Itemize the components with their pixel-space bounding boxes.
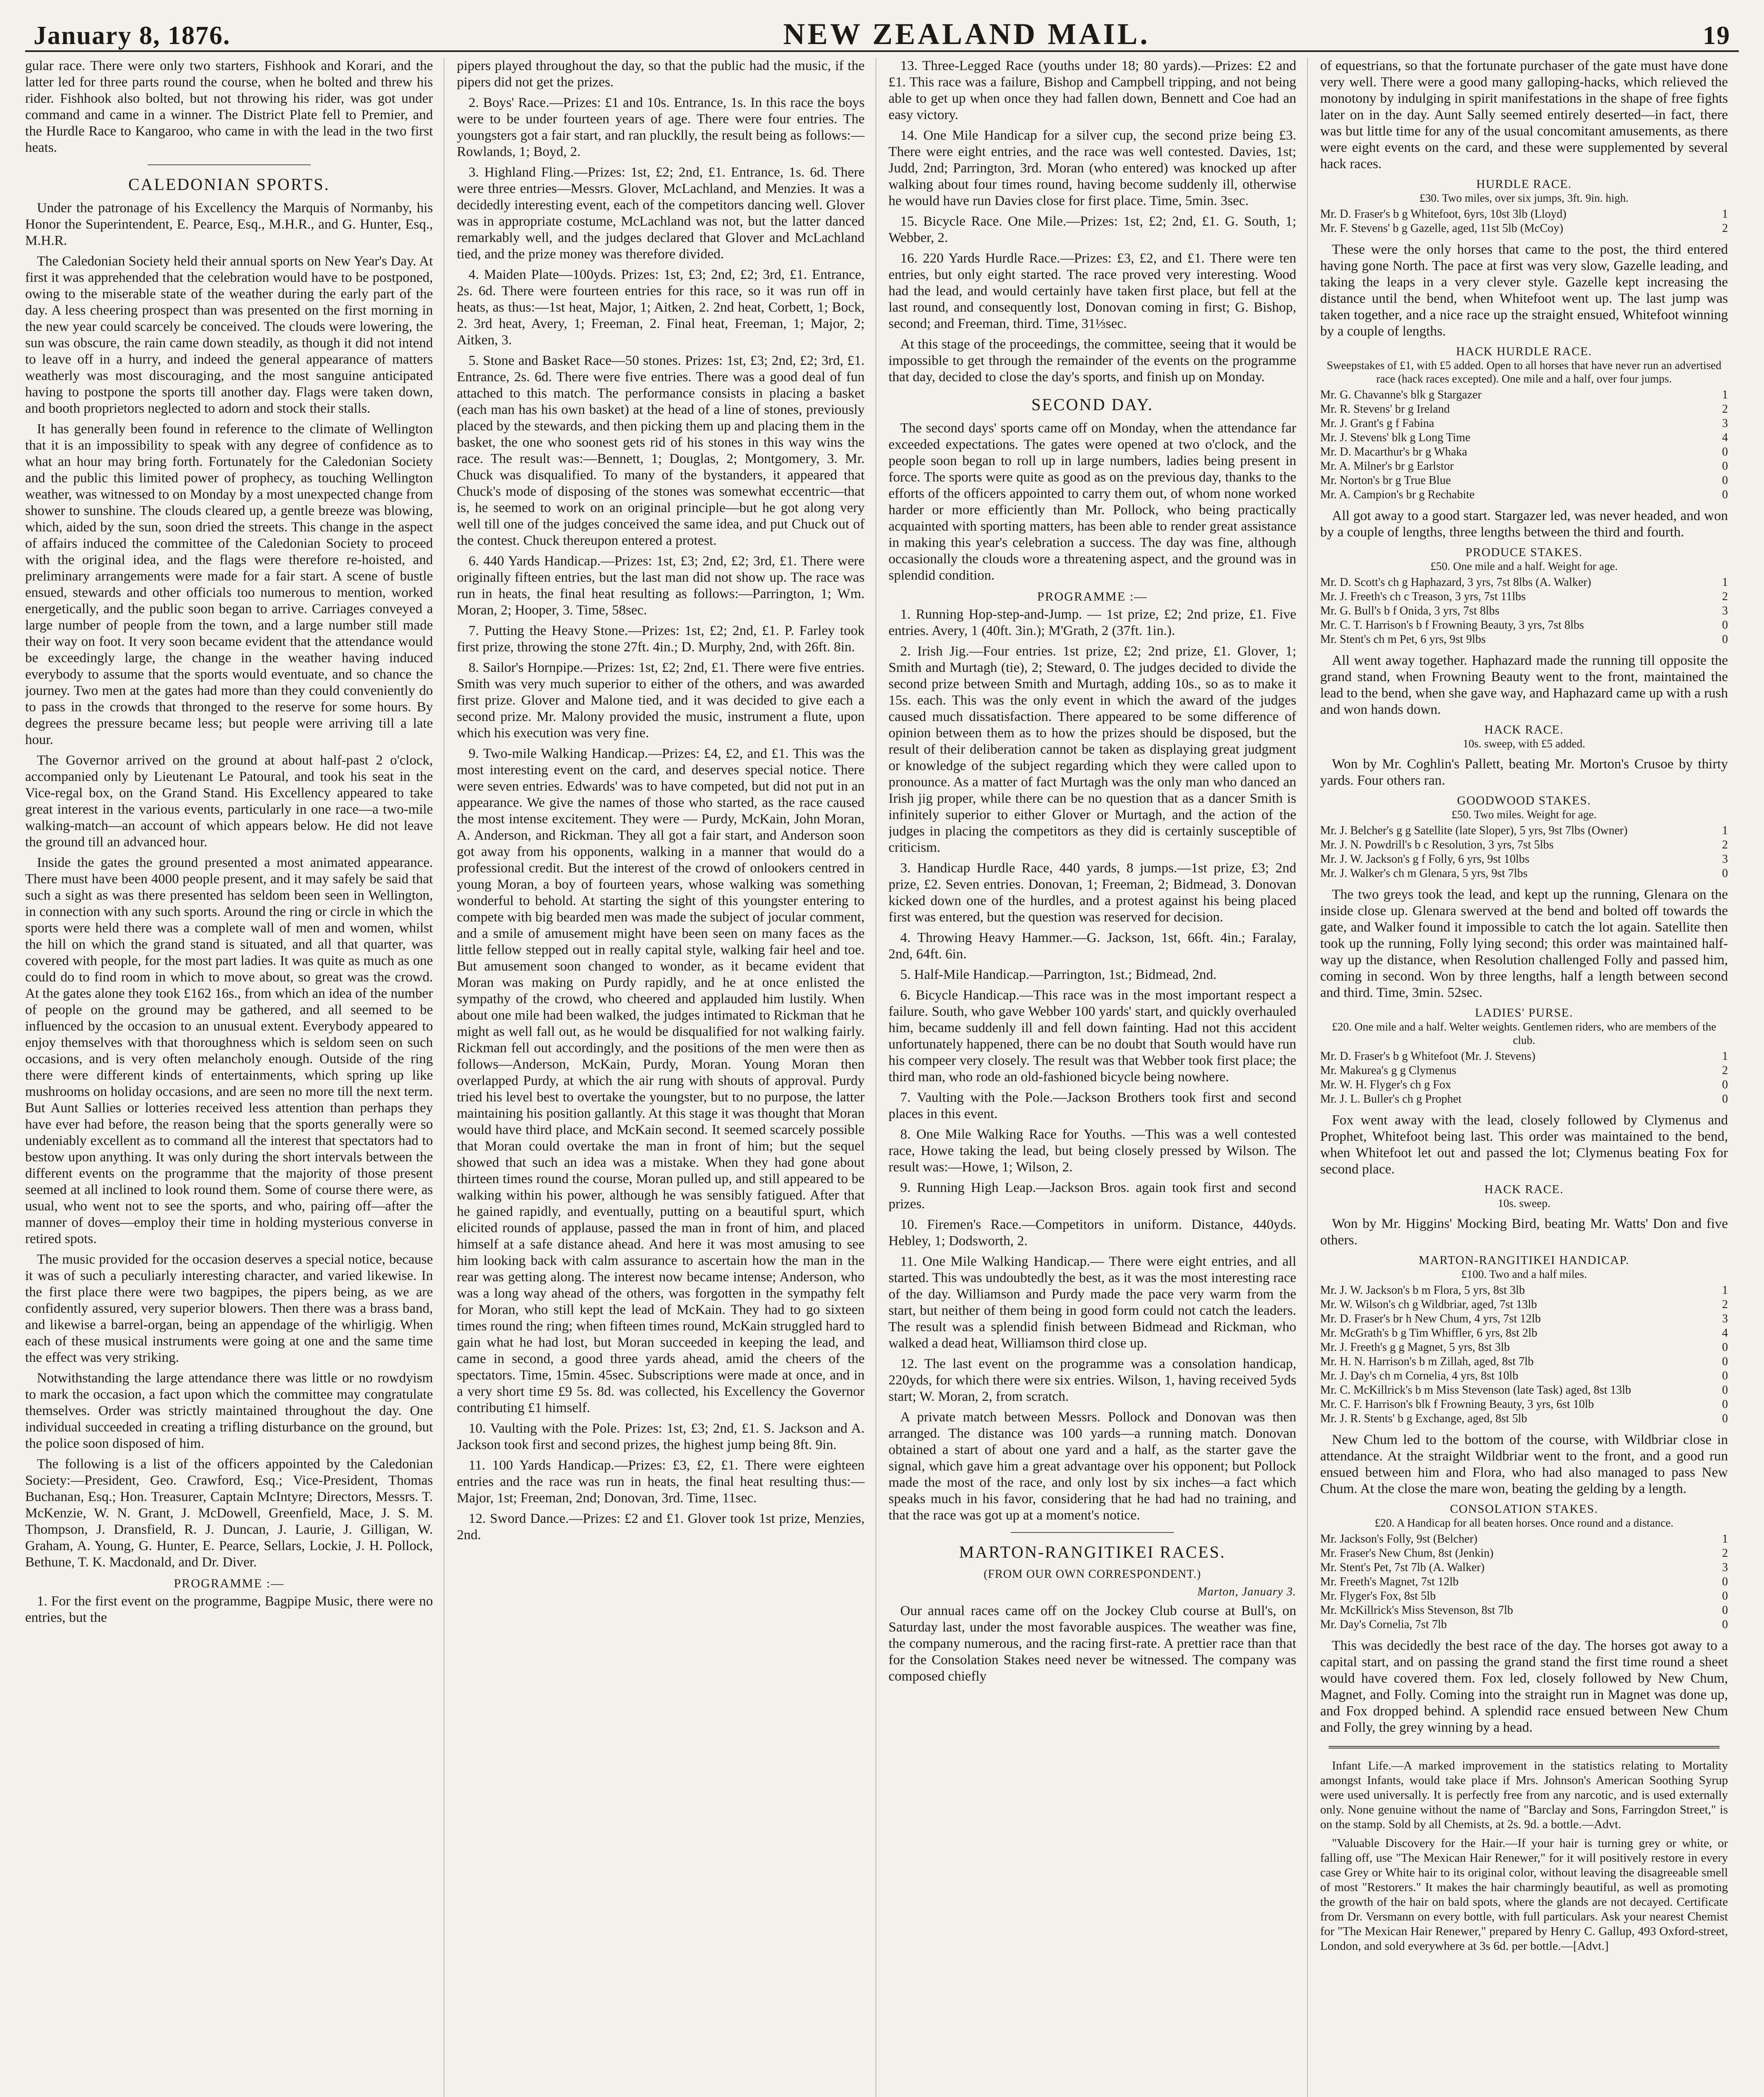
paragraph: This was decidedly the best race of the day. The horses got away to a capital start, and on passing the grand stand the first time round a sheet would have covered them. Fox led, closely followed by New Chum, Magnet, and Folly. Coming into the straight run in Magnet was done up, and Fox dropped behind. A splendid race ensued between New Chum and Folly, the grey winning by a head. <box>1320 1638 1728 1735</box>
column-4 <box>1320 58 1739 2097</box>
race-entry <box>1320 618 1728 632</box>
race-conditions: 10s. sweep, with £5 added. <box>1463 737 1585 750</box>
race-title: HURDLE RACE. <box>1476 177 1572 191</box>
race-entry <box>1320 1298 1728 1312</box>
paragraph: 10. Vaulting with the Pole. Prizes: 1st, £3; 2nd, £1. S. Jackson and A. Jackson took first and second prizes, the highest jump being 8ft. 9in. <box>457 1421 865 1452</box>
entry-horse: Mr. J. L. Buller's ch g Prophet <box>1320 1093 1462 1106</box>
entry-placing: 3 <box>1722 1561 1728 1574</box>
race-entry <box>1320 1355 1728 1369</box>
entry-placing: 1 <box>1722 208 1728 221</box>
paragraph: 10. Firemen's Race.—Competitors in uniform. Distance, 440yds. Hebley, 1; Dodsworth, 2. <box>888 1217 1296 1249</box>
masthead <box>25 17 1739 52</box>
entry-placing: 2 <box>1722 1547 1728 1560</box>
column-3 <box>889 58 1308 2097</box>
paragraph: 1. Running Hop-step-and-Jump. — 1st prize, £2; 2nd prize, £1. Five entries. Avery, 1 (40ft. 3in.); M'Grath, 2 (37ft. 1in.). <box>888 607 1296 638</box>
divider <box>1329 1746 1720 1748</box>
entry-placing: 0 <box>1722 1341 1728 1354</box>
race-entries <box>1320 1283 1728 1426</box>
entry-placing: 1 <box>1722 824 1728 837</box>
paragraph: 8. One Mile Walking Race for Youths. —This was a well contested race, Howe taking the lead, but being closely pressed by Wilson. The result was:—Howe, 1; Wilson, 2. <box>888 1127 1296 1175</box>
entry-placing: 0 <box>1722 1618 1728 1631</box>
entry-horse: Mr. D. Macarthur's br g Whaka <box>1320 445 1467 458</box>
race-entry <box>1320 852 1728 866</box>
race-entry <box>1320 1603 1728 1618</box>
paragraph: 12. The last event on the programme was a consolation handicap, 220yds, for which there were six entries. Wilson, 1, having received 5yds start; W. Moran, 2, from scratch. <box>888 1356 1296 1404</box>
entry-horse: Mr. G. Chavanne's blk g Stargazer <box>1320 388 1482 401</box>
paragraph: 13. Three-Legged Race (youths under 18; 80 yards).—Prizes: £2 and £1. This race was a failure, Bishop and Campbell tripping, and not being able to get up when once they had fallen down, Bennett and Coe had an easy victory. <box>888 58 1296 122</box>
entry-horse: Mr. J. Walker's ch m Glenara, 5 yrs, 9st 7lbs <box>1320 867 1528 880</box>
race-title: GOODWOOD STAKES. <box>1457 794 1591 807</box>
race-entry <box>1320 221 1728 236</box>
paragraph: 5. Stone and Basket Race—50 stones. Prizes: 1st, £3; 2nd, £2; 3rd, £1. Entrance, 2s. 6d. There were five entries. There was a good deal of fun attached to this match. The performance consists in placing a basket (each man has his own basket) at the head of a line of stones, previously placed by the stewards, and then picking them up and placing them in the basket, the one who soonest gets rid of his stones in this way wins the race. The result was:—Bennett, 1; Douglas, 2; Montgomery, 3. Mr. Chuck was disqualified. To many of the bystanders, it appeared that Chuck's mode of disposing of the stones was somewhat eccentric—that is, he seemed to work on an original principle—but he got along very well till one of the judges conceived the same idea, and put Chuck out of the contest. Chuck thereupon entered a protest. <box>457 353 865 548</box>
entry-horse: Mr. J. Freeth's ch c Treason, 3 yrs, 7st 11lbs <box>1320 590 1526 603</box>
paragraph: Won by Mr. Higgins' Mocking Bird, beating Mr. Watts' Don and five others. <box>1320 1216 1728 1248</box>
entry-horse: Mr. Flyger's Fox, 8st 5lb <box>1320 1590 1436 1603</box>
paragraph: The Governor arrived on the ground at about half-past 2 o'clock, accompanied only by Lieutenant Le Patoural, and took his seat in the Vice-regal box, on the Grand Stand. His Excellency appeared to take great interest in the various events, particularly in one race—a two-mile walking-match—an account of which appears below. He did not leave the ground till an advanced hour. <box>25 753 433 850</box>
entry-placing: 0 <box>1722 1078 1728 1091</box>
race-conditions: £20. One mile and a half. Welter weights. Gentlemen riders, who are members of the club. <box>1332 1020 1717 1046</box>
paragraph: All went away together. Haphazard made the running till opposite the grand stand, when Frowning Beauty went to the front, maintained the lead to the bend, when she gave way, and Haphazard came up with a rush and won hands down. <box>1320 653 1728 717</box>
entry-horse: Mr. R. Stevens' br g Ireland <box>1320 403 1450 416</box>
entry-horse: Mr. G. Bull's b f Onida, 3 yrs, 7st 8lbs <box>1320 604 1500 617</box>
race-entry <box>1320 445 1728 459</box>
divider <box>148 164 311 165</box>
race-conditions: £100. Two and a half miles. <box>1461 1268 1587 1280</box>
advertisement-hair-renewer: "Valuable Discovery for the Hair.—If your hair is turning grey or white, or falling off, use "The Mexican Hair Renewer," for it will positively restore in every case Grey or White hair to its original color, without leaving the disagreeable smell of most "Restorers." It makes the hair charmingly beautiful, as well as promoting the growth of the hair on bald spots, where the glands are not decayed. Certificate from Dr. Versmann on every bottle, with full particulars. Ask your nearest Chemist for "The Mexican Hair Renewer," prepared by Henry C. Gallup, 493 Oxford-street, London, and sold everywhere at 3s 6d. per bottle.—[Advt.] <box>1320 1837 1728 1953</box>
race-entry <box>1320 590 1728 604</box>
race-title: HACK RACE. <box>1484 723 1564 736</box>
race-entry <box>1320 1618 1728 1632</box>
paragraph: 9. Two-mile Walking Handicap.—Prizes: £4, £2, and £1. This was the most interesting event on the card, and deserves special notice. There were seven entries. Edwards' was to have competed, but did not put in an appearance. We give the names of those who started, as the race caused the most intense excitement. They were — Purdy, McKain, John Moran, A. Anderson, and Rickman. They all got a fair start, and Anderson soon got away from his opponents, walking in a manner that would do a professional credit. But the interest of the crowd of onlookers centred in young Moran, a boy of fourteen years, whose walking was something wonderful to behold. At starting the sight of this youngster entering to compete with big bearded men was made the subject of jocular comment, and a smile of amusement might have been seen on many faces as the little fellow stepped out in really capital style, walking fair heel and toe. But amusement soon changed to wonder, as it became evident that Moran was making on Purdy rapidly, and he at once enlisted the sympathy of the crowd, who cheered and applauded him lustily. When about one mile had been walked, the judges intimated to Rickman that he might as well fall out, as he would be disqualified for not walking fairly. Rickman fell out accordingly, and the positions of the men were then as follows—Anderson, McKain, Purdy, Moran. Young Moran then overlapped Purdy, at which the air rung with shouts of approval. Purdy tried his level best to overtake the youngster, but to no purpose, the latter maintaining his position gallantly. At this stage it was thought that Moran would have third place, and McKain second. It seemed scarcely possible that Moran could overtake the man in front of him; but the sequel showed that such an idea was a mistake. When they had gone about thirteen times round the course, Moran pulled up, and still appeared to be walking within his power, although he was sensibly fatigued. After that he gained rapidly, and eventually, putting on a beautiful spurt, which elicited rounds of applause, passed the man in front of him, and placed himself at a safe distance ahead. And here it was most amusing to see him looking back with calm assurance to ascertain how the man in the rear was getting along. The interest now became intense; Anderson, who was a long way ahead of the others, was forgotten in the sympathy felt for Moran, who still kept the lead of McKain. They had to go sixteen times round the ring; when fifteen times round, McKain struggled hard to gain what he had lost, but Moran succeeded in keeping the lead, and came in second, a good three yards ahead, amid the cheers of the spectators. Time, 15min. 45sec. Subscriptions were made at once, and in a very short time £9 5s. 8d. was collected, his Excellency the Governor contributing £1 himself. <box>457 746 865 1415</box>
article-heading-caledonian: CALEDONIAN SPORTS. <box>128 175 330 194</box>
race-entry <box>1320 1589 1728 1603</box>
race-hack-2 <box>1320 1183 1728 1210</box>
race-entry <box>1320 1283 1728 1298</box>
entry-horse: Mr. C. T. Harrison's b f Frowning Beauty, 3 yrs, 7st 8lbs <box>1320 619 1584 632</box>
entry-placing: 1 <box>1722 388 1728 401</box>
race-entry <box>1320 838 1728 852</box>
entry-placing: 0 <box>1722 1412 1728 1425</box>
entry-horse: Mr. Stent's Pet, 7st 7lb (A. Walker) <box>1320 1561 1485 1574</box>
entry-placing: 3 <box>1722 604 1728 617</box>
entry-placing: 3 <box>1722 1312 1728 1325</box>
paragraph: 11. One Mile Walking Handicap.— There were eight entries, and all started. This was undoubtedly the best, as it was the most interesting race of the day. Williamson and Purdy made the pace very warm from the start, but neither of them being in good form could not catch the leaders. The result was a splendid finish between Bidmead and Rickman, who walked a dead heat, Williamson third close up. <box>888 1254 1296 1351</box>
race-entry <box>1320 1049 1728 1064</box>
race-hack-hurdle <box>1320 345 1728 502</box>
page-number: 19 <box>1702 21 1730 50</box>
entry-horse: Mr. F. Stevens' b g Gazelle, aged, 11st 5lb (McCoy) <box>1320 222 1564 235</box>
entry-placing: 2 <box>1722 838 1728 851</box>
paragraph: 1. For the first event on the programme, Bagpipe Music, there were no entries, but the <box>25 1594 433 1625</box>
entry-placing: 3 <box>1722 417 1728 430</box>
entry-horse: Mr. Jackson's Folly, 9st (Belcher) <box>1320 1532 1478 1545</box>
race-hack <box>1320 723 1728 750</box>
race-marton-handicap <box>1320 1254 1728 1426</box>
entry-horse: Mr. A. Campion's br g Rechabite <box>1320 488 1475 501</box>
programme-label: PROGRAMME :— <box>1037 590 1148 604</box>
race-entry <box>1320 431 1728 445</box>
paragraph: It has generally been found in reference to the climate of Wellington that it is an impossibility to speak with any degree of confidence as to what an hour may bring forth. Fortunately for the Caledonian Society and the public this limited power of prophecy, as touching Wellington weather, was witnessed to on Monday by a most unexpected change from shower to sunshine. The clouds cleared up, a gentle breeze was blowing, which, aided by the sun, soon dried the streets. This change in the aspect of affairs induced the committee of the Caledonian Society to proceed with the original idea, and the flags were therefore re-hoisted, and preliminary arrangements were made for a fair start. A scene of bustle ensued, stewards and other officials too numerous to mention, worked energetically, and the public soon began to arrive. Carriages conveyed a large number of people from the town, and a large number still made their way on foot. It very soon became evident that the attendance would be exceedingly large, the change in the weather having induced everybody to assume that the sports would eventuate, and so chance the journey. Two men at the gates had more than they could conveniently do to pass in the crowds that thronged to the reserve for some hours. By degrees the pressure became less; but people were arriving till a late hour. <box>25 421 433 747</box>
race-entry <box>1320 1078 1728 1092</box>
race-entry <box>1320 1312 1728 1326</box>
entry-placing: 0 <box>1722 1355 1728 1368</box>
race-conditions: £50. Two miles. Weight for age. <box>1451 808 1597 821</box>
paragraph: Inside the gates the ground presented a most animated appearance. There must have been 4000 people present, and it may safely be said that such a sight as was there presented has seldom been seen in Wellington, in connection with any such sports. Around the ring or circle in which the sports were held there was a complete wall of men and women, whilst the hill on which the grand stand is situated, and all that quarter, was covered with people, for the most part ladies. It was quite as much as one could do to find room in which to move about, so great was the crowd. At the gates alone they took £162 16s., from which an idea of the number of people on the ground may be gathered, and all seemed to be influenced by the occasion to an unusual extent. Everybody appeared to enjoy themselves with that thoroughness which is seldom seen on such occasions, and is very often melancholy enough. Outside of the ring there were different kinds of entertainments, which spring up like mushrooms on holiday occasions, and are seen no more till the next term. But Aunt Sallies or lotteries received less attention than perhaps they have ever had before, the reason being that the sports generally were so undeniably excellent as to command all the interest that spectators had to bestow upon anything. It was only during the short intervals between the different events on the programme that the majority of those present seemed at all inclined to look round them. Some of course there were, as usual, who went not to see the sports, and who, pairing off—after the manner of doves—employ their time in holding mysterious converse in retired spots. <box>25 855 433 1246</box>
paragraph: 9. Running High Leap.—Jackson Bros. again took first and second prizes. <box>888 1180 1296 1212</box>
entry-placing: 0 <box>1722 474 1728 487</box>
issue-date: January 8, 1876. <box>34 21 231 50</box>
entry-placing: 1 <box>1722 576 1728 589</box>
paragraph: Fox went away with the lead, closely followed by Clymenus and Prophet, Whitefoot being last. This order was maintained to the bend, when Whitefoot let out and passed the lot; Clymenus beating Fox for second place. <box>1320 1113 1728 1177</box>
race-title: CONSOLATION STAKES. <box>1450 1502 1598 1516</box>
paragraph: The following is a list of the officers appointed by the Caledonian Society:—President, Geo. Crawford, Esq.; Vice-President, Thomas Buchanan, Esq.; Hon. Treasurer, Captain McIntyre; Directors, Messrs. T. McKenzie, W. N. Grant, J. McDowell, Greenfield, Mace, J. S. M. Thompson, J. Dransfield, R. J. Duncan, J. Laurie, J. Gilligan, W. Graham, A. Young, G. Hunter, E. Pearce, Sellars, Lockie, J. H. Pollock, Bethune, T. K. Macdonald, and Dr. Diver. <box>25 1457 433 1570</box>
entry-placing: 4 <box>1722 1327 1728 1340</box>
paragraph: 7. Vaulting with the Pole.—Jackson Brothers took first and second places in this event. <box>888 1090 1296 1121</box>
entry-horse: Mr. Makurea's g g Clymenus <box>1320 1064 1457 1077</box>
race-entry <box>1320 402 1728 416</box>
entry-horse: Mr. J. R. Stents' b g Exchange, aged, 8st 5lb <box>1320 1412 1527 1425</box>
entry-placing: 2 <box>1722 403 1728 416</box>
newspaper-title: NEW ZEALAND MAIL. <box>783 17 1150 51</box>
entry-placing: 0 <box>1722 1384 1728 1397</box>
paragraph: At this stage of the proceedings, the committee, seeing that it would be impossible to get through the remainder of the events on the programme that day, decided to close the day's sports, and finish up on Monday. <box>888 337 1296 385</box>
columns <box>25 58 1739 2097</box>
race-conditions: Sweepstakes of £1, with £5 added. Open to all horses that have never run an advertised race (hack races excepted). One mile and a half, over four jumps. <box>1327 359 1722 385</box>
race-conditions: £30. Two miles, over six jumps, 3ft. 9in. high. <box>1419 192 1629 204</box>
entry-placing: 0 <box>1722 1398 1728 1411</box>
entry-placing: 3 <box>1722 853 1728 866</box>
race-entry <box>1320 474 1728 488</box>
race-entry <box>1320 1561 1728 1575</box>
paragraph: 6. 440 Yards Handicap.—Prizes: 1st, £3; 2nd, £2; 3rd, £1. There were originally fifteen entries, but the last man did not show up. The race was run in heats, the final heat resulting as follows:—Parrington, 1; Wm. Moran, 2; Hooper, 3. Time, 58sec. <box>457 554 865 618</box>
race-hurdle <box>1320 177 1728 236</box>
race-entry <box>1320 1383 1728 1397</box>
race-entries <box>1320 1532 1728 1632</box>
entry-horse: Mr. Norton's br g True Blue <box>1320 474 1451 487</box>
paragraph: 11. 100 Yards Handicap.—Prizes: £3, £2, £1. There were eighteen entries and the race was run in heats, the final heat resulting thus:—Major, 1st; Freeman, 2nd; Donovan, 3rd. Time, 11sec. <box>457 1458 865 1506</box>
paragraph: 16. 220 Yards Hurdle Race.—Prizes: £3, £2, and £1. There were ten entries, but only eight started. The race proved very interesting. Wood had the lead, and would certainly have taken first place, but fell at the last round, and consequently lost, Donovan coming in first; G. Bishop, second; and Freeman, third. Time, 31⅓sec. <box>888 251 1296 331</box>
entry-placing: 0 <box>1722 488 1728 501</box>
entry-placing: 0 <box>1722 619 1728 632</box>
race-entry <box>1320 1064 1728 1078</box>
entry-horse: Mr. D. Fraser's b g Whitefoot, 6yrs, 10st 3lb (Lloyd) <box>1320 208 1566 221</box>
entry-placing: 0 <box>1722 1575 1728 1588</box>
race-entry <box>1320 1532 1728 1546</box>
column-2 <box>457 58 876 2097</box>
paragraph: The two greys took the lead, and kept up the running, Glenara on the inside close up. Glenara swerved at the bend and bolted off towards the gate, and Walker found it impossible to catch the lot again. Satellite then took up the running, Folly lying second; this order was maintained half-way up the distance, when Resolution challenged Folly and passed him, coming in second. Won by three lengths, half a length between second and third. Time, 3min. 52sec. <box>1320 887 1728 1000</box>
entry-horse: Mr. W. Wilson's ch g Wildbriar, aged, 7st 13lb <box>1320 1298 1537 1311</box>
byline: (FROM OUR OWN CORRESPONDENT.) <box>983 1568 1201 1581</box>
entry-placing: 0 <box>1722 1604 1728 1617</box>
entry-placing: 1 <box>1722 1532 1728 1545</box>
race-entry <box>1320 575 1728 590</box>
entry-horse: Mr. J. Freeth's g g Magnet, 5 yrs, 8st 3lb <box>1320 1341 1510 1354</box>
paragraph: Won by Mr. Coghlin's Pallett, beating Mr. Morton's Crusoe by thirty yards. Four others ran. <box>1320 757 1728 788</box>
entry-placing: 2 <box>1722 1298 1728 1311</box>
paragraph: 8. Sailor's Hornpipe.—Prizes: 1st, £2; 2nd, £1. There were five entries. Smith was very much superior to either of the others, and was awarded first prize. Glover and Malone tied, and it was decided to give each a second prize. Mr. Malony provided the music, instrument a flute, upon which his execution was very fine. <box>457 660 865 741</box>
paragraph: The Caledonian Society held their annual sports on New Year's Day. At first it was apprehended that the celebration would have to be postponed, owing to the miserable state of the weather during the early part of the day. A less cheering prospect than was presented on the first morning in the new year could scarcely be conceived. The clouds were lowering, the sun was obscure, the rain came down steadily, as though it did not intend to leave off in a hurry, and indeed the general appearance of matters weatherly was most discouraging, and the most sanguine anticipated having to postpone the sports till another day. Flags were taken down, and booth proprietors neglected to adorn and stock their stalls. <box>25 254 433 416</box>
race-entry <box>1320 1412 1728 1426</box>
entry-horse: Mr. W. H. Flyger's ch g Fox <box>1320 1078 1452 1091</box>
entry-placing: 0 <box>1722 445 1728 458</box>
paragraph: 12. Sword Dance.—Prizes: £2 and £1. Glover took 1st prize, Menzies, 2nd. <box>457 1511 865 1543</box>
entry-placing: 0 <box>1722 1369 1728 1382</box>
entry-placing: 2 <box>1722 590 1728 603</box>
race-entries <box>1320 824 1728 881</box>
race-entry <box>1320 632 1728 647</box>
entry-horse: Mr. J. Stevens' blk g Long Time <box>1320 431 1470 444</box>
paragraph: 3. Highland Fling.—Prizes: 1st, £2; 2nd, £1. Entrance, 1s. 6d. There were three entries—Messrs. Glover, McLachland, and Menzies. It was a decidedly interesting event, each of the competitors dancing well. Glover was in appropriate costume, McLachland was not, but the latter danced remarkably well, and the judges declared that Glover and McLachland tied, and the prize money was therefore divided. <box>457 165 865 262</box>
entry-horse: Mr. J. Grant's g f Fabina <box>1320 417 1434 430</box>
paragraph: All got away to a good start. Stargazer led, was never headed, and won by a couple of lengths, three lengths between the third and fourth. <box>1320 508 1728 540</box>
race-entry <box>1320 1340 1728 1355</box>
entry-horse: Mr. C. McKillrick's b m Miss Stevenson (late Task) aged, 8st 13lb <box>1320 1384 1631 1397</box>
race-entry <box>1320 1369 1728 1383</box>
paragraph: 3. Handicap Hurdle Race, 440 yards, 8 jumps.—1st prize, £3; 2nd prize, £2. Seven entries. Donovan, 1; Freeman, 2; Bidmead, 3. Donovan kicked down one of the hurdles, and a protest against his being placed first was entered, but the question was reserved for decision. <box>888 861 1296 925</box>
entry-horse: Mr. D. Fraser's br h New Chum, 4 yrs, 7st 12lb <box>1320 1312 1541 1325</box>
race-consolation-stakes <box>1320 1502 1728 1632</box>
column-1 <box>25 58 444 2097</box>
race-goodwood-stakes <box>1320 794 1728 881</box>
race-entry <box>1320 207 1728 221</box>
race-entry <box>1320 488 1728 502</box>
race-title: HACK RACE. <box>1484 1183 1564 1196</box>
entry-placing: 2 <box>1722 1064 1728 1077</box>
entry-placing: 0 <box>1722 1093 1728 1106</box>
article-heading-second-day: SECOND DAY. <box>1031 395 1154 414</box>
entry-horse: Mr. D. Fraser's b g Whitefoot (Mr. J. Stevens) <box>1320 1050 1535 1063</box>
entry-horse: Mr. J. W. Jackson's g f Folly, 6 yrs, 9st 10lbs <box>1320 853 1530 866</box>
race-entries <box>1320 388 1728 502</box>
paragraph: 2. Boys' Race.—Prizes: £1 and 10s. Entrance, 1s. In this race the boys were to be under fourteen years of age. There were four entries. The youngsters got a fair start, and ran plucklly, the result being as follows:—Rowlands, 1; Boyd, 2. <box>457 95 865 159</box>
entry-placing: 0 <box>1722 867 1728 880</box>
race-title: MARTON-RANGITIKEI HANDICAP. <box>1418 1254 1629 1267</box>
paragraph: 6. Bicycle Handicap.—This race was in the most important respect a failure. South, who gave Webber 100 yards' start, and quickly overhauled him, became suddenly ill and fell down fainting. Had not this accident unfortunately happened, there can be no doubt that South would have run his compeer very closely. The result was that Webber took first place; the third man, who rode an old-fashioned bicycle being nowhere. <box>888 988 1296 1085</box>
programme-label: PROGRAMME :— <box>174 1577 284 1590</box>
advertisement-infant-life: Infant Life.—A marked improvement in the statistics relating to Mortality amongst Infants, would take place if Mrs. Johnson's American Soothing Syrup were used universally. It is perfectly free from any narcotic, and is used externally only. None genuine without the name of "Barclay and Sons, Farringdon Street," is on the stamp. Sold by all Chemists, at 2s. 9d. a bottle.—Advt. <box>1320 1759 1728 1831</box>
race-produce-stakes <box>1320 546 1728 647</box>
race-title: LADIES' PURSE. <box>1475 1006 1573 1020</box>
race-entry <box>1320 824 1728 838</box>
race-title: PRODUCE STAKES. <box>1465 546 1583 559</box>
race-ladies-purse <box>1320 1006 1728 1106</box>
paragraph: 4. Throwing Heavy Hammer.—G. Jackson, 1st, 66ft. 4in.; Faralay, 2nd, 64ft. 6in. <box>888 930 1296 962</box>
paragraph: 14. One Mile Handicap for a silver cup, the second prize being £3. There were eight entries, and the race was well contested. Davies, 1st; Judd, 2nd; Parrington, 3rd. Moran (who entered) was knocked up after walking about four times round, having become suddenly ill, otherwise he would have run Davies close for first place. Time, 5min. 3sec. <box>888 128 1296 208</box>
entry-horse: Mr. J. Day's ch m Cornelia, 4 yrs, 8st 10lb <box>1320 1369 1519 1382</box>
entry-placing: 1 <box>1722 1050 1728 1063</box>
paragraph: gular race. There were only two starters, Fishhook and Korari, and the latter led for three parts round the course, when he bolted and threw his rider. Fishhook also bolted, but not throwing his rider, was got under command and came in a winner. The District Plate fell to Premier, and the Hurdle Race to Kangaroo, who came in with the lead in the two first heats. <box>25 58 433 155</box>
race-entry <box>1320 1397 1728 1412</box>
paragraph: The music provided for the occasion deserves a special notice, because it was of such a peculiarly interesting character, and varied likewise. In the first place there were two bagpipes, the pipers being, as we are confidently assured, very superior blowers. Then there was a brass band, and likewise a barrel-organ, being an appendage of the whirligig. When each of these musical instruments were going at one and the same time the effect was very striking. <box>25 1252 433 1365</box>
entry-horse: Mr. McGrath's b g Tim Whiffler, 6 yrs, 8st 2lb <box>1320 1327 1538 1340</box>
race-title: HACK HURDLE RACE. <box>1456 345 1592 358</box>
entry-horse: Mr. Stent's ch m Pet, 6 yrs, 9st 9lbs <box>1320 633 1486 646</box>
race-entry <box>1320 1326 1728 1340</box>
paragraph: Notwithstanding the large attendance there was little or no rowdyism to mark the occasion, a fact upon which the committee may congratulate themselves. Order was strictly maintained throughout the day. One individual succeeded in creating a trifling disturbance on the ground, but the police soon disposed of him. <box>25 1371 433 1451</box>
race-entries <box>1320 575 1728 647</box>
race-entries <box>1320 207 1728 236</box>
race-entry <box>1320 1092 1728 1106</box>
paragraph: Our annual races came off on the Jockey Club course at Bull's, on Saturday last, under the most favorable auspices. The weather was fine, the company numerous, and the racing first-rate. A prettier race than that for the Consolation Stakes need never be witnessed. The company was composed chiefly <box>888 1603 1296 1684</box>
paragraph: 7. Putting the Heavy Stone.—Prizes: 1st, £2; 2nd, £1. P. Farley took first prize, throwing the stone 27ft. 4in.; D. Murphy, 2nd, with 26ft. 8in. <box>457 623 865 655</box>
paragraph: The second days' sports came off on Monday, when the attendance far exceeded expectations. The gates were opened at two o'clock, and the people soon began to roll up in large numbers, ladies being present in force. The sports were quite as good as on the previous day, thanks to the efforts of the officers appointed to carry them out, of whom none worked harder or more efficiently than Mr. Pollock, who being practically acquainted with sporting matters, has been able to render great assistance in making this year's celebration a success. The day was fine, although occasionally the clouds wore a threatening aspect, and the ground was in splendid condition. <box>888 421 1296 583</box>
race-entry <box>1320 1575 1728 1589</box>
entry-horse: Mr. D. Scott's ch g Haphazard, 3 yrs, 7st 8lbs (A. Walker) <box>1320 576 1591 589</box>
entry-placing: 1 <box>1722 1284 1728 1297</box>
entry-horse: Mr. J. N. Powdrill's b c Resolution, 3 yrs, 7st 5lbs <box>1320 838 1554 851</box>
paragraph: A private match between Messrs. Pollock and Donovan was then arranged. The distance was 100 yards—a running match. Donovan obtained a start of about one yard and a half, as the starter gave the signal, which gave him a great advantage over his opponent; but Pollock made the most of the race, and only lost by six inches—a fact which speaks much in his favor, considering that he had had no training, and that the race was got up at a moment's notice. <box>888 1410 1296 1523</box>
entry-placing: 0 <box>1722 460 1728 473</box>
paragraph: 4. Maiden Plate—100yds. Prizes: 1st, £3; 2nd, £2; 3rd, £1. Entrance, 2s. 6d. There were fourteen entries for this race, so it was run off in heats, as thus:—1st heat, Major, 1; Aitken, 2. 2nd heat, Corbett, 1; Bock, 2. 3rd heat, Avery, 1; Freeman, 2. Final heat, Freeman, 1; Major, 2; Aitken, 3. <box>457 267 865 348</box>
paragraph: pipers played throughout the day, so that the public had the music, if the pipers did not get the prizes. <box>457 58 865 90</box>
race-entry <box>1320 388 1728 402</box>
paragraph: 5. Half-Mile Handicap.—Parrington, 1st.; Bidmead, 2nd. <box>900 967 1217 982</box>
race-conditions: £50. One mile and a half. Weight for age. <box>1430 560 1618 572</box>
race-entry <box>1320 1546 1728 1561</box>
entry-horse: Mr. A. Milner's br g Earlstor <box>1320 460 1454 473</box>
divider <box>1011 1532 1174 1533</box>
race-entry <box>1320 416 1728 431</box>
entry-horse: Mr. Day's Cornelia, 7st 7lb <box>1320 1618 1447 1631</box>
race-entry <box>1320 866 1728 881</box>
paragraph: of equestrians, so that the fortunate purchaser of the gate must have done very well. There were a good many galloping-hacks, which relieved the monotony by indulging in spirit manifestations in the shape of free fights later on in the day. Aunt Sally seemed entirely deserted—in fact, there was but little time for any of the usual concomitant amusements, as there were eight events on the card, and these were supplemented by several hack races. <box>1320 58 1728 172</box>
race-conditions: 10s. sweep. <box>1498 1197 1551 1210</box>
entry-placing: 2 <box>1722 222 1728 235</box>
paragraph: 15. Bicycle Race. One Mile.—Prizes: 1st, £2; 2nd, £1. G. South, 1; Webber, 2. <box>888 214 1296 245</box>
paragraph: These were the only horses that came to the post, the third entered having gone North. The pace at first was very slow, Gazelle leading, and taking the leaps in a very clever style. Gazelle kept increasing the distance until the bend, when Whitefoot went up. The last jump was taken together, and a nice race up the straight ensued, Whitefoot winning by a couple of lengths. <box>1320 242 1728 339</box>
entry-horse: Mr. J. W. Jackson's b m Flora, 5 yrs, 8st 3lb <box>1320 1284 1525 1297</box>
race-entries <box>1320 1049 1728 1106</box>
race-entry <box>1320 604 1728 618</box>
entry-horse: Mr. H. N. Harrison's b m Zillah, aged, 8st 7lb <box>1320 1355 1534 1368</box>
entry-placing: 4 <box>1722 431 1728 444</box>
entry-placing: 0 <box>1722 1590 1728 1603</box>
entry-horse: Mr. C. F. Harrison's blk f Frowning Beauty, 3 yrs, 6st 10lb <box>1320 1398 1594 1411</box>
entry-placing: 0 <box>1722 633 1728 646</box>
entry-horse: Mr. McKillrick's Miss Stevenson, 8st 7lb <box>1320 1604 1513 1617</box>
race-conditions: £20. A Handicap for all beaten horses. Once round and a distance. <box>1374 1517 1674 1529</box>
paragraph: New Chum led to the bottom of the course, with Wildbriar close in attendance. At the straight Wildbriar went to the front, and a good run ensued between him and Flora, who had also managed to pass New Chum. At the close the mare won, beating the gelding by a length. <box>1320 1432 1728 1496</box>
article-heading-marton: MARTON-RANGITIKEI RACES. <box>959 1543 1226 1561</box>
entry-horse: Mr. Freeth's Magnet, 7st 12lb <box>1320 1575 1459 1588</box>
entry-horse: Mr. J. Belcher's g g Satellite (late Sloper), 5 yrs, 9st 7lbs (Owner) <box>1320 824 1628 837</box>
entry-horse: Mr. Fraser's New Chum, 8st (Jenkin) <box>1320 1547 1494 1560</box>
race-entry <box>1320 459 1728 474</box>
paragraph: 2. Irish Jig.—Four entries. 1st prize, £2; 2nd prize, £1. Glover, 1; Smith and Murtagh (tie), 2; Steward, 0. The judges decided to divide the second prize between Smith and Murtagh, adding 10s., so as to make it 15s. each. This was the only event in which the award of the judges caused much dissatisfaction. There appeared to be some difference of opinion between them as to how the prizes should be disposed, but the result of their deliberation cannot be taken as displaying great judgment or knowledge of the subject regarding which they were called upon to pronounce. As a matter of fact Murtagh was the only man who danced an Irish jig proper, while there can be no question that as a dancer Smith is infinitely superior to either Glover or Murtagh, and the action of the judges in placing the competitors as they did is certainly susceptible of criticism. <box>888 644 1296 855</box>
paragraph: Under the patronage of his Excellency the Marquis of Normanby, his Honor the Superintendent, E. Pearce, Esq., M.H.R., and G. Hunter, Esq., M.H.R. <box>25 200 433 248</box>
dateline: Marton, January 3. <box>1197 1585 1296 1598</box>
